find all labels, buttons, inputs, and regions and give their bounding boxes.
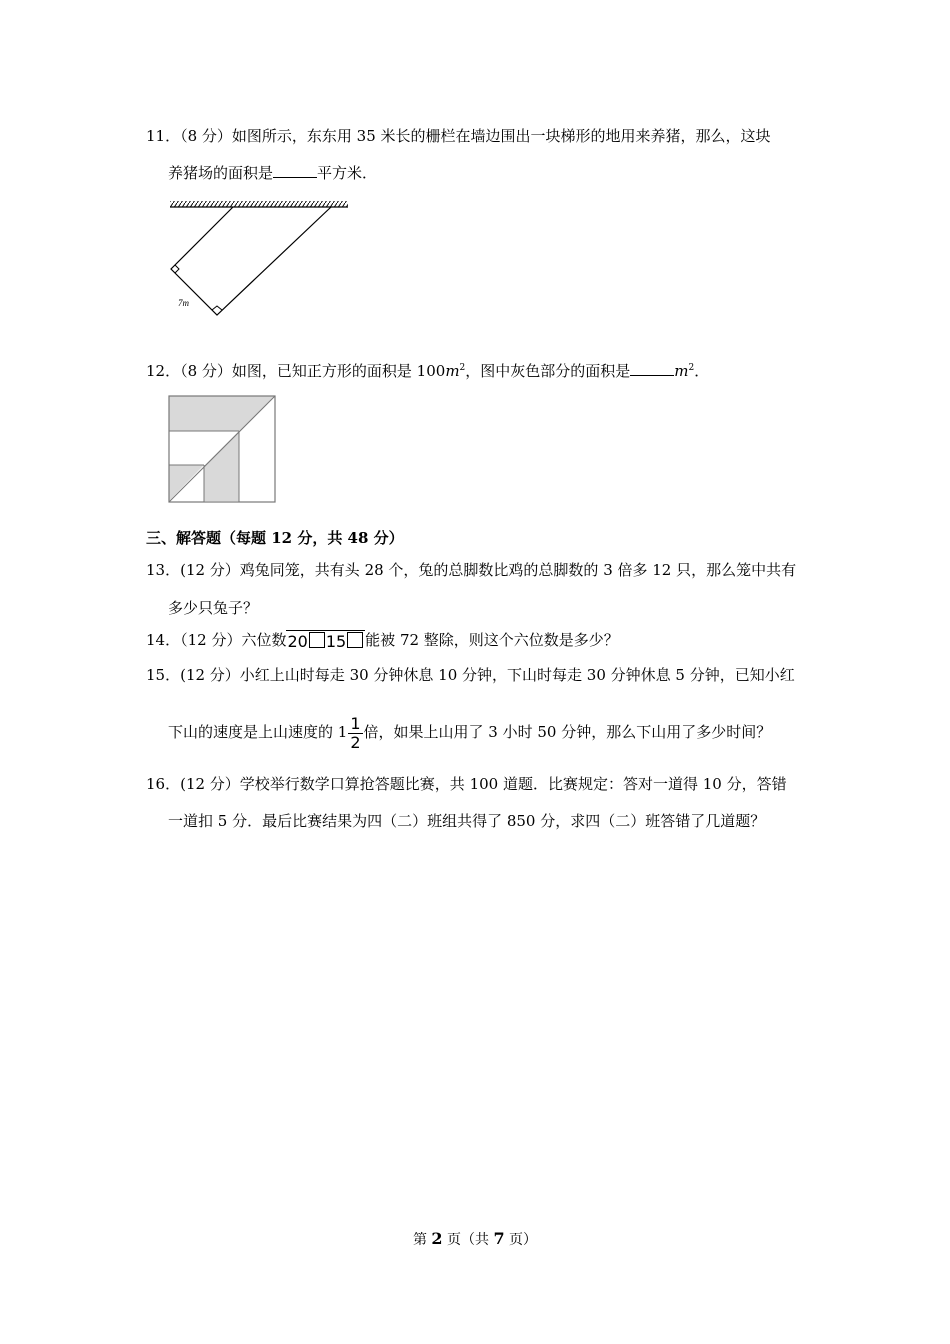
footer-suffix: 页） bbox=[504, 1232, 538, 1248]
q15-line2 bbox=[168, 712, 771, 752]
q11-figure-label: 7m bbox=[178, 298, 189, 308]
right-angle-mark-left bbox=[175, 265, 179, 273]
right-angle-mark-bottom bbox=[212, 306, 222, 310]
q15-fraction bbox=[348, 715, 362, 752]
q12-answer-blank bbox=[630, 361, 674, 376]
footer-page: 2 bbox=[431, 1229, 443, 1248]
q14-six-digit-number bbox=[286, 630, 365, 653]
q11-line2 bbox=[168, 162, 377, 184]
footer-middle: 页（共 bbox=[442, 1232, 494, 1248]
q14-box-2 bbox=[347, 632, 363, 648]
q16-line2: 一道扣 5 分．最后比赛结果为四（二）班组共得了 850 分，求四（二）班答错了几道题？ bbox=[168, 812, 766, 830]
q15-frac-num: 1 bbox=[350, 713, 361, 733]
q11-line1: 11．（8 分）如图所示，东东用 35 米长的栅栏在墙边围出一块梯形的地用来养猪，那么，这块 bbox=[146, 127, 771, 145]
section-3-title: 三、解答题（每题 12 分，共 48 分） bbox=[146, 529, 404, 547]
q15-line1: 15．(12 分）小红上山时每走 30 分钟休息 10 分钟，下山时每走 30 分钟休息 5 分钟，已知小红 bbox=[146, 666, 795, 684]
q11-answer-blank bbox=[273, 163, 317, 178]
q12-text-c: ． bbox=[694, 362, 710, 380]
q12-sup2: 2 bbox=[688, 363, 695, 373]
q14-prefix: 14．（12 分）六位数 bbox=[146, 631, 287, 649]
q14-line bbox=[146, 629, 619, 653]
q11-line2-unit: 平方米． bbox=[317, 164, 378, 182]
q16-line1: 16．(12 分）学校举行数学口算抢答题比赛，共 100 道题．比赛规定：答对一道得 10 分，答错 bbox=[146, 775, 787, 793]
q14-digits-b: 15 bbox=[325, 632, 347, 651]
q11-line2-text: 养猪场的面积是 bbox=[168, 164, 274, 182]
q12-text-a: 12．（8 分）如图，已知正方形的面积是 100 bbox=[146, 362, 446, 380]
q12-square-figure bbox=[168, 395, 278, 503]
q12-line bbox=[146, 357, 709, 382]
q13-line1: 13．(12 分）鸡兔同笼，共有头 28 个，兔的总脚数比鸡的总脚数的 3 倍多 12 只，那么笼中共有 bbox=[146, 561, 797, 579]
q11-trapezoid-figure bbox=[165, 197, 355, 323]
q12-sup: 2 bbox=[459, 363, 466, 373]
q15-line2a: 下山的速度是上山速度的 1 bbox=[168, 723, 348, 741]
footer-prefix: 第 bbox=[412, 1232, 432, 1248]
q12-unit-m2: m bbox=[674, 362, 689, 380]
q15-frac-den: 2 bbox=[350, 732, 361, 752]
q15-line2b: 倍，如果上山用了 3 小时 50 分钟，那么下山用了多少时间？ bbox=[363, 723, 772, 741]
q12-unit-m: m bbox=[445, 362, 460, 380]
fence-outline bbox=[171, 207, 331, 315]
page-footer bbox=[0, 1229, 950, 1249]
q14-suffix: 能被 72 整除，则这个六位数是多少？ bbox=[365, 631, 619, 649]
wall-hatching bbox=[170, 201, 348, 207]
q12-text-b: ，图中灰色部分的面积是 bbox=[465, 362, 631, 380]
q13-line2: 多少只兔子？ bbox=[168, 599, 259, 617]
q14-box-1 bbox=[309, 632, 325, 648]
footer-total: 7 bbox=[493, 1229, 505, 1248]
q14-digits-a: 20 bbox=[287, 632, 308, 651]
